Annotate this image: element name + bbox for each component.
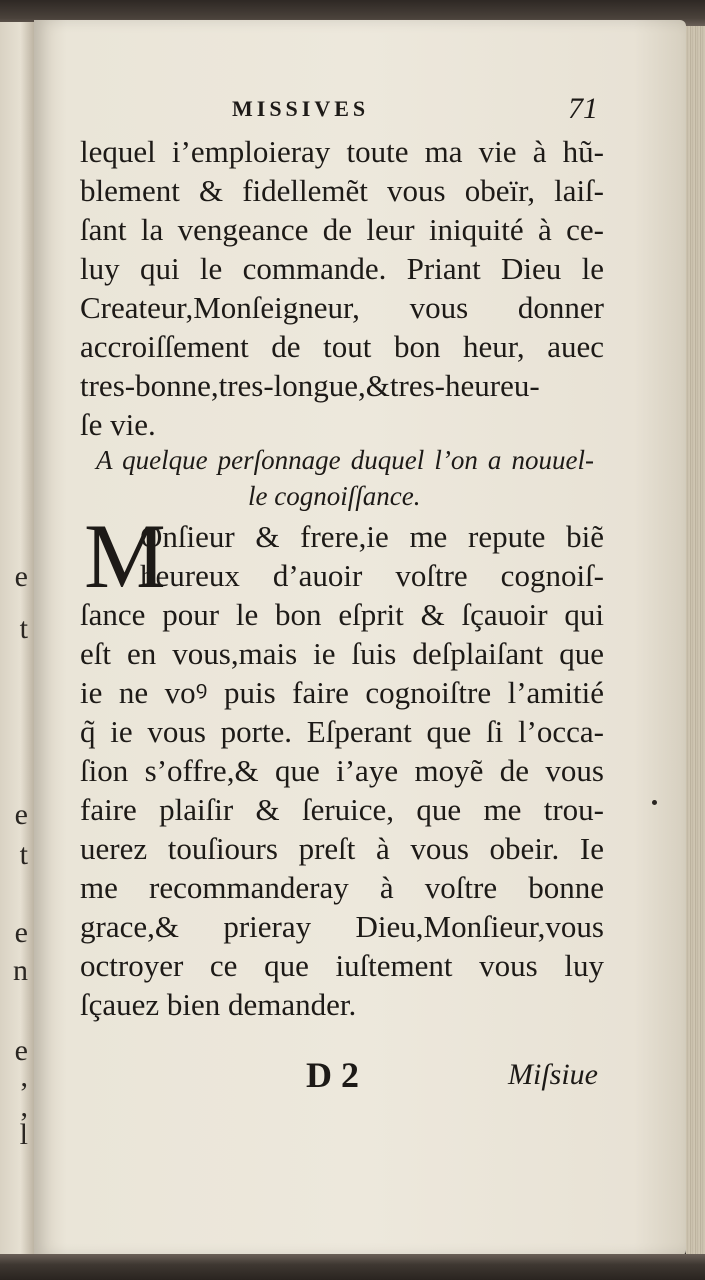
left-fragment: e	[14, 798, 28, 831]
text-line: uerez touſiours preſt à vous obeir. Ie	[80, 831, 604, 866]
signature-mark: D 2	[306, 1055, 359, 1095]
left-fragment: ,	[20, 1060, 28, 1093]
text-line: me recommanderay à voſtre bonne	[80, 870, 604, 905]
text-line: grace,& prieray Dieu,Monſieur,vous	[80, 909, 604, 944]
text-line: lequel i’emploieray toute ma vie à hũ-	[80, 134, 604, 169]
text-line: Createur,Monſeigneur, vous donner	[80, 290, 604, 325]
left-fragment: n	[13, 954, 28, 987]
page-fore-edge	[686, 26, 705, 1254]
text-line: ſion s’offre,& que i’aye moyẽ de vous	[80, 753, 604, 788]
text-line: Onſieur & frere,ie me repute biẽ	[140, 519, 604, 554]
catchword: Miſsiue	[508, 1058, 598, 1091]
text-line: luy qui le commande. Priant Dieu le	[80, 251, 604, 286]
letter-heading-line: A quelque perſonnage duquel l’on a nouuel-	[96, 445, 594, 475]
text-line: ie ne voꝰ puis faire cognoiſtre l’amitié	[80, 675, 604, 710]
binding-bottom	[0, 1254, 705, 1280]
left-fragment: t	[19, 612, 28, 645]
left-fragment: e	[14, 916, 28, 949]
text-line: ſçauez bien demander.	[80, 987, 357, 1022]
text-line: eſt en vous,mais ie ſuis deſplaiſant que	[80, 636, 604, 671]
left-page-edge	[0, 22, 34, 1258]
text-line: faire plaiſir & ſeruice, que me trou-	[80, 792, 604, 827]
text-line: accroiſſement de tout bon heur, auec	[80, 329, 604, 364]
text-line: heureux d’auoir voſtre cognoiſ-	[140, 558, 604, 593]
page-number: 71	[568, 92, 598, 125]
left-fragment: ,	[20, 1090, 28, 1123]
left-fragment: l	[19, 1118, 28, 1151]
drop-cap: M	[84, 505, 166, 607]
text-line: tres-bonne,tres-longue,&tres-heureu-	[80, 368, 540, 403]
text-line: ſance pour le bon eſprit & ſçauoir qui	[80, 597, 604, 632]
ink-spot	[652, 800, 657, 805]
text-line: blement & fidellemẽt vous obeïr, laiſ-	[80, 173, 604, 208]
running-head: MISSIVES	[232, 96, 370, 121]
left-fragment: e	[14, 560, 28, 593]
text-line: octroyer ce que iuſtement vous luy	[80, 948, 604, 983]
left-fragment: e	[14, 1034, 28, 1067]
text-line: q̃ ie vous porte. Eſperant que ſi l’occa-	[80, 714, 604, 749]
text-line: ſant la vengeance de leur iniquité à ce-	[80, 212, 604, 247]
left-fragment: t	[19, 838, 28, 871]
text-line: ſe vie.	[80, 407, 156, 442]
letter-heading-line: le cognoiſſance.	[248, 481, 421, 511]
